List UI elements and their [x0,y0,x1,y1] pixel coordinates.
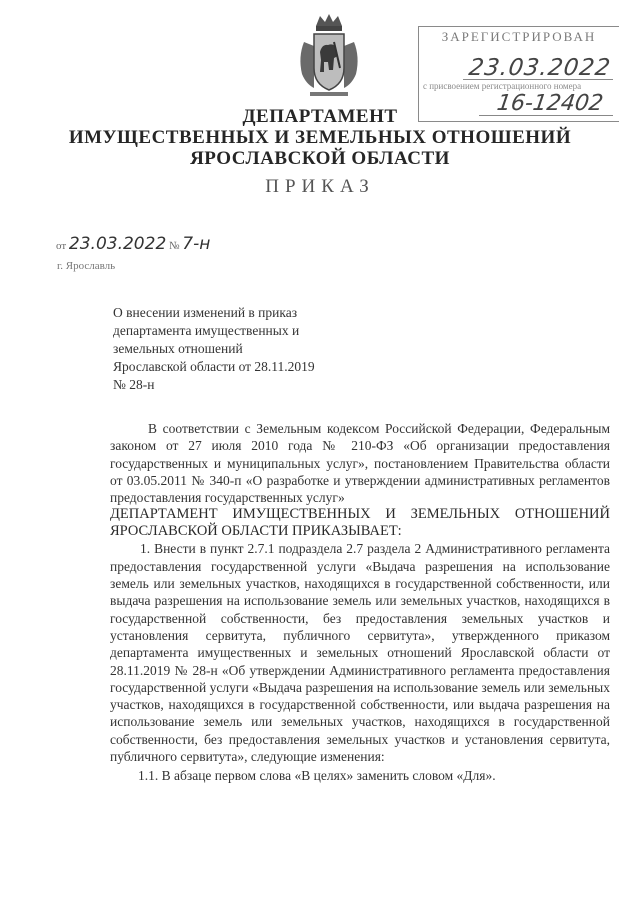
department-heading-line2: ИМУЩЕСТВЕННЫХ И ЗЕМЕЛЬНЫХ ОТНОШЕНИЙ [68,127,572,148]
subject-line: О внесении изменений в приказ [113,305,298,320]
order-from-prefix: от [56,240,67,252]
order-date-number [56,234,210,254]
subject-line: земельных отношений [113,341,243,356]
subject-line: Ярославской области от 28.11.2019 [113,359,315,374]
coat-of-arms-icon [296,12,362,98]
subject-line: № 28-н [113,377,155,392]
department-heading-line1: ДЕПАРТАМЕНТ [242,106,398,127]
stamp-title: ЗАРЕГИСТРИРОВАН [441,29,597,44]
order-city: г. Ярославль [57,260,116,272]
department-heading-line3: ЯРОСЛАВСКОЙ ОБЛАСТИ [190,148,450,169]
order-number-handwritten: 7-н [182,234,211,254]
document-type-title: ПРИКАЗ [265,176,375,197]
stamp-number: 16-12402 [495,91,605,116]
item-1-1-paragraph: 1.1. В абзаце первом слова «В целях» заменить словом «Для». [138,768,496,784]
order-subject [113,304,315,394]
order-date-handwritten: 23.03.2022 [68,234,167,254]
preamble-paragraph: В соответствии с Земельным кодексом Российской Федерации, Федеральным законом от 27 июля 2010 года № 210-ФЗ «Об организации предоставления государственных и муниципальных услуг», постановлением Правительства области от 03.05.2011 № 340-п «О разработке и утверждении административных регламентов предоставления государственных услуг» [110,421,610,506]
stamp-caption: с присвоением регистрационного номера [423,81,582,91]
order-number-prefix: № [169,240,180,252]
item-1-paragraph: 1. Внести в пункт 2.7.1 подраздела 2.7 раздела 2 Административного регламента предоставления государственной услуги «Выдача разрешения на использование земель или земельных участков, находящихся в государственной собственности, или выдача разрешения на использование земель или земельных участков, находящихся в государственной собственности, без предоставления земельных участков и установления сервитута, публичного сервитута», утвержденного приказом департамента имущественных и земельных отношений Ярославской области от 28.11.2019 № 28-н «Об утверждении Административного регламента предоставления государственной услуги «Выдача разрешения на использование земель или земельных участков, находящихся в государственной собственности, или выдача разрешения на использование земель или земельных участков, находящихся в государственной собственности, без предоставления земельных участков и установления сервитута, публичного сервитута», следующие изменения: [110,541,610,765]
order-body [110,420,610,785]
decree-paragraph: ДЕПАРТАМЕНТ ИМУЩЕСТВЕННЫХ И ЗЕМЕЛЬНЫХ ОТНОШЕНИЙ ЯРОСЛАВСКОЙ ОБЛАСТИ ПРИКАЗЫВАЕТ: [110,506,610,540]
stamp-date: 23.03.2022 [467,55,613,81]
subject-line: департамента имущественных и [113,323,300,338]
